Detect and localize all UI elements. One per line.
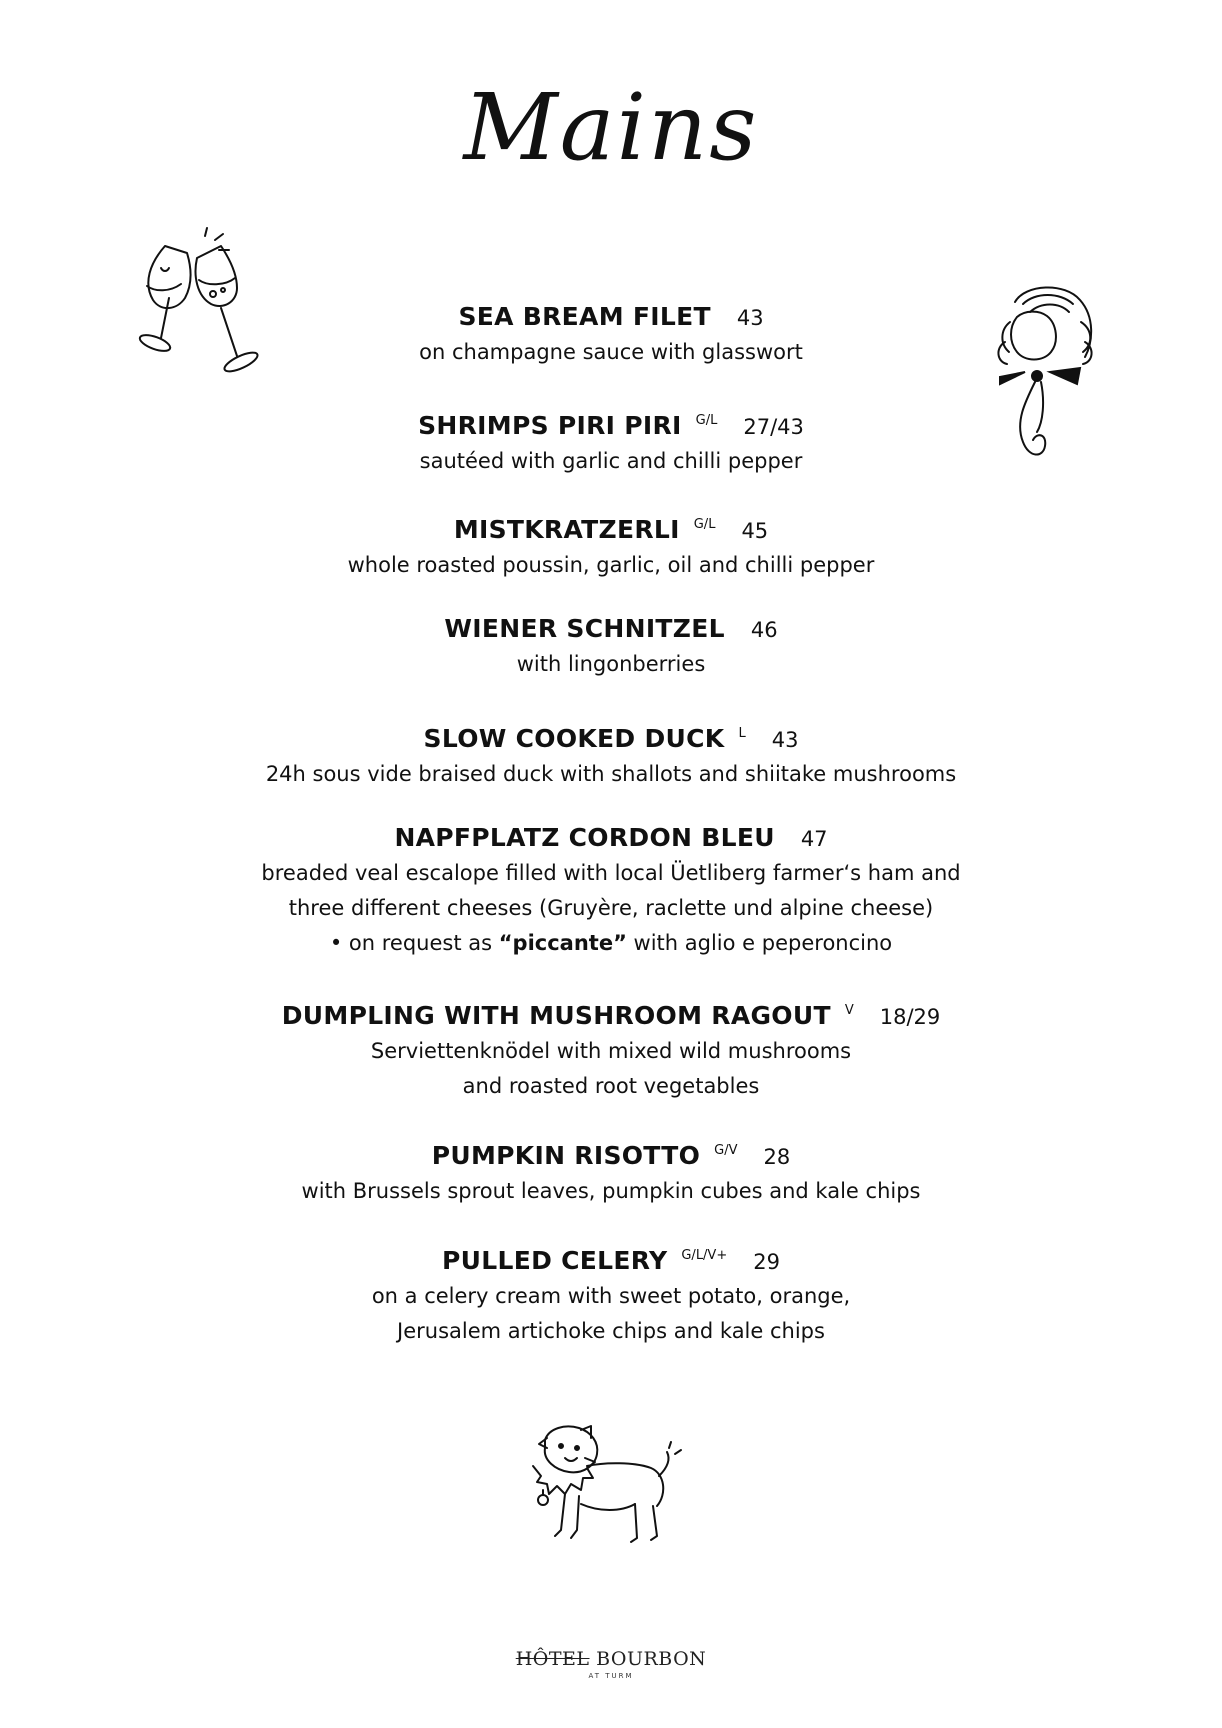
dish-name: WIENER SCHNITZEL xyxy=(444,614,725,643)
dish-name: SHRIMPS PIRI PIRI xyxy=(418,411,682,440)
dish-description: and roasted root vegetables xyxy=(462,1074,760,1098)
dish-description: with Brussels sprout leaves, pumpkin cubes and kale chips xyxy=(301,1179,921,1203)
dish-price: 43 xyxy=(771,728,799,752)
dietary-tags: G/L xyxy=(693,517,716,532)
dish-description: breaded veal escalope filled with local Üetliberg farmer‘s ham and xyxy=(261,861,961,885)
dish-name: PUMPKIN RISOTTO xyxy=(431,1141,701,1170)
dietary-tags: G/L/V+ xyxy=(681,1248,728,1263)
dish-description: Serviettenknödel with mixed wild mushrooms xyxy=(370,1039,852,1063)
dish-description: three different cheeses (Gruyère, raclette und alpine cheese) xyxy=(288,896,934,920)
menu-item xyxy=(0,612,1222,682)
dish-price: 18/29 xyxy=(879,1005,941,1029)
pug-dog-icon xyxy=(525,1420,695,1590)
dish-name: MISTKRATZERLI xyxy=(453,515,680,544)
menu-item xyxy=(0,1239,1222,1349)
dish-price: 47 xyxy=(800,827,828,851)
dish-description: on champagne sauce with glasswort xyxy=(419,340,803,364)
logo-subtitle: AT TURM xyxy=(588,1672,634,1680)
dietary-tags: V xyxy=(844,1003,854,1018)
dish-description: on a celery cream with sweet potato, orange, xyxy=(371,1284,851,1308)
dietary-tags: G/L xyxy=(695,413,718,428)
dish-price: 28 xyxy=(763,1145,791,1169)
dietary-tags: G/V xyxy=(714,1143,738,1158)
dish-price: 45 xyxy=(741,519,769,543)
hotel-logo xyxy=(0,1648,1222,1680)
dish-request-note xyxy=(0,926,1222,961)
dish-description: Jerusalem artichoke chips and kale chips xyxy=(397,1319,825,1343)
menu-item xyxy=(0,508,1222,583)
dish-description: 24h sous vide braised duck with shallots and shiitake mushrooms xyxy=(265,762,957,786)
dish-price: 46 xyxy=(750,618,778,642)
request-highlight: “piccante” xyxy=(498,931,627,955)
dish-price: 27/43 xyxy=(743,415,804,439)
dish-name: DUMPLING WITH MUSHROOM RAGOUT xyxy=(281,1001,831,1030)
dietary-tags: L xyxy=(738,726,746,741)
dish-description: with lingonberries xyxy=(516,652,706,676)
menu-item xyxy=(0,717,1222,792)
menu-item xyxy=(0,404,1222,479)
menu-item xyxy=(0,1134,1222,1209)
menu-item xyxy=(0,994,1222,1104)
page-title: Mains xyxy=(463,74,759,181)
menu-item xyxy=(0,821,1222,961)
dish-name: SEA BREAM FILET xyxy=(458,302,711,331)
dish-name: PULLED CELERY xyxy=(442,1246,668,1275)
request-prefix: • on request as xyxy=(329,931,499,955)
logo-struck-text: HÔTEL xyxy=(515,1648,590,1670)
dish-price: 29 xyxy=(753,1250,780,1274)
menu-item xyxy=(0,300,1222,370)
dish-name: NAPFPLATZ CORDON BLEU xyxy=(394,823,775,852)
dish-name: SLOW COOKED DUCK xyxy=(423,724,725,753)
dish-description: sautéed with garlic and chilli pepper xyxy=(419,449,803,473)
dish-description: whole roasted poussin, garlic, oil and chilli pepper xyxy=(347,553,875,577)
logo-brand-text: BOURBON xyxy=(596,1648,707,1670)
dish-price: 43 xyxy=(736,306,764,330)
request-suffix: with aglio e peperoncino xyxy=(626,931,893,955)
